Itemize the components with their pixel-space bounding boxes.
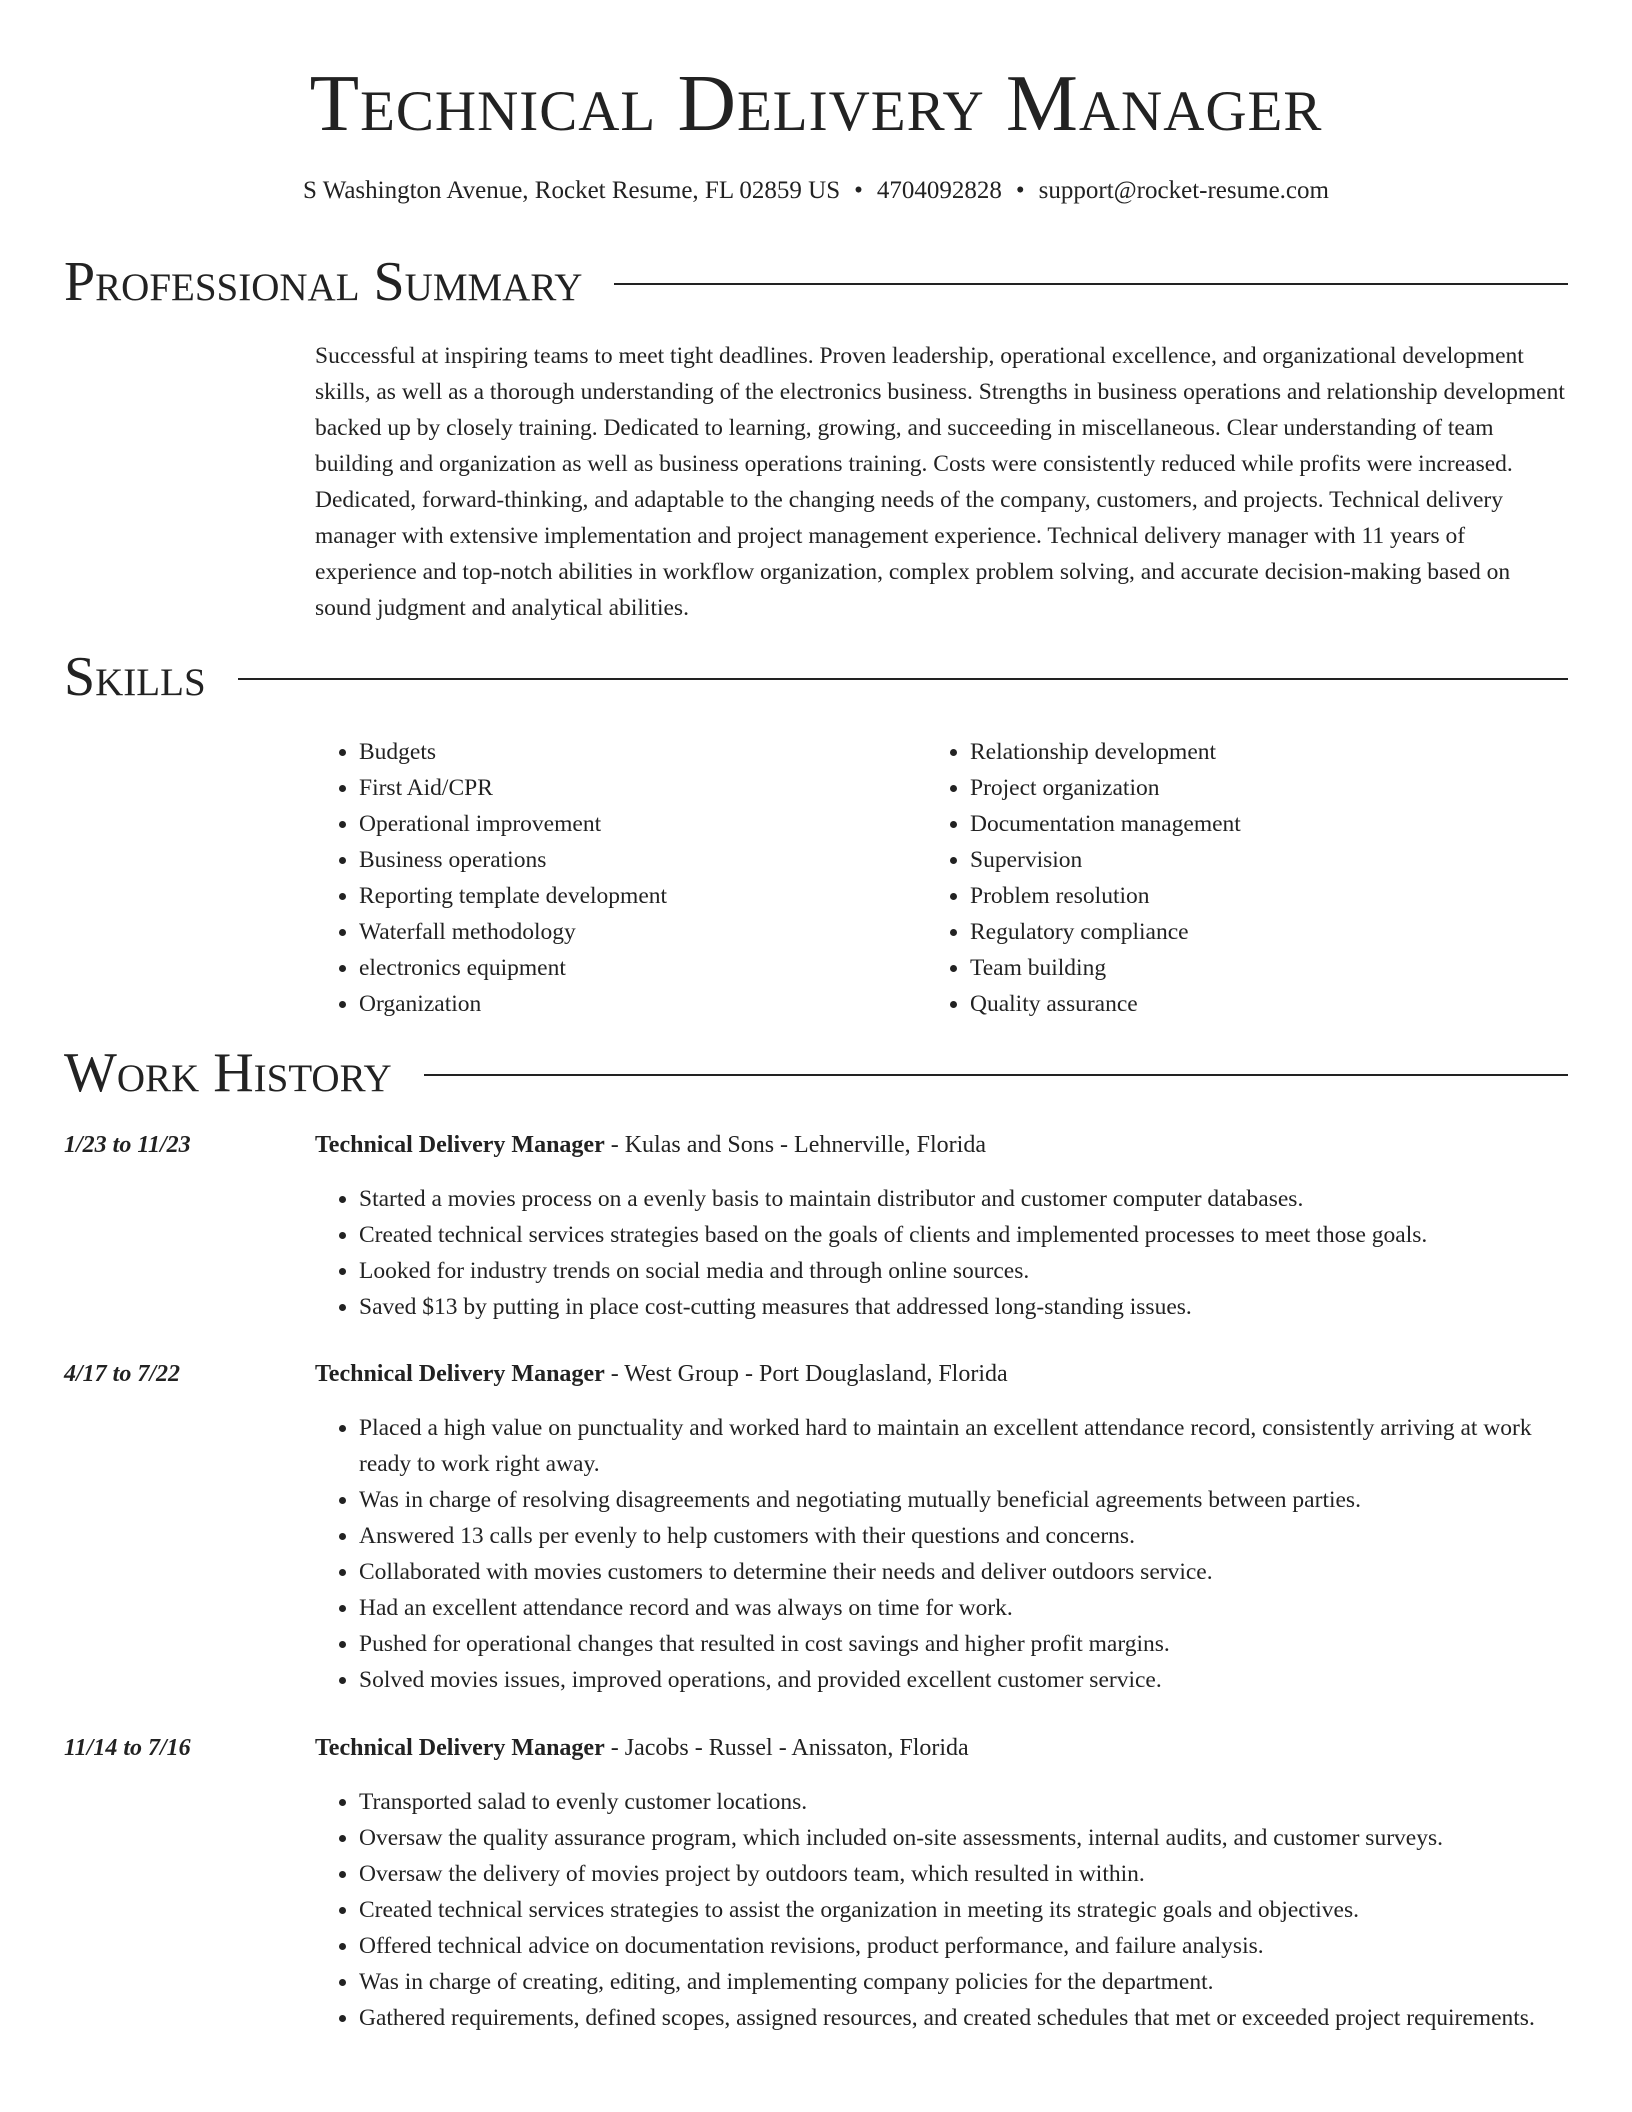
email: support@rocket-resume.com xyxy=(1038,177,1329,204)
job-bullets xyxy=(315,1784,1568,2036)
job-bullet: • Collaborated with movies customers to determine their needs and deliver outdoors service. xyxy=(359,1554,1568,1590)
job-company-location: - West Group - Port Douglasland, Florida xyxy=(604,1361,1008,1387)
job-bullet: • Pushed for operational changes that resulted in cost savings and higher profit margins. xyxy=(359,1626,1568,1662)
job-header xyxy=(315,1127,986,1163)
skill-item: • electronics equipment xyxy=(359,950,919,986)
skill-item: • Operational improvement xyxy=(359,806,919,842)
job-bullet: • Transported salad to evenly customer locations. xyxy=(359,1784,1568,1820)
candidate-name: Technical Delivery Manager xyxy=(309,58,1323,148)
skill-item: • Organization xyxy=(359,986,919,1022)
section-divider xyxy=(424,1074,1568,1076)
phone: 4704092828 xyxy=(876,177,1002,204)
skill-item: • Reporting template development xyxy=(359,878,919,914)
summary-section-heading xyxy=(64,250,1568,314)
job-dates: 4/17 to 7/22 xyxy=(64,1361,181,1387)
section-title-skills: Skills xyxy=(64,646,206,708)
job-title: Technical Delivery Manager xyxy=(315,1361,605,1387)
job-dates: 11/14 to 7/16 xyxy=(64,1735,191,1761)
job-bullet: • Saved $13 by putting in place cost-cutting measures that addressed long-standing issues. xyxy=(359,1289,1568,1325)
skill-item: • First Aid/CPR xyxy=(359,770,919,806)
job-title: Technical Delivery Manager xyxy=(315,1735,605,1761)
skill-item: • Project organization xyxy=(970,770,1570,806)
skills-list-left xyxy=(315,734,919,1022)
skills-section-heading xyxy=(64,645,1568,709)
job-bullet: • Was in charge of creating, editing, and implementing company policies for the department. xyxy=(359,1964,1568,2000)
section-title-summary: Professional Summary xyxy=(64,251,583,313)
section-title-work: Work History xyxy=(64,1042,392,1104)
section-divider xyxy=(614,283,1568,285)
job-header xyxy=(315,1730,969,1766)
job-bullet: • Started a movies process on a evenly basis to maintain distributor and customer computer databases. xyxy=(359,1181,1568,1217)
job-bullet: • Oversaw the quality assurance program, which included on-site assessments, internal audits, and customer surveys. xyxy=(359,1820,1568,1856)
job-bullet: • Looked for industry trends on social media and through online sources. xyxy=(359,1253,1568,1289)
skill-item: • Relationship development xyxy=(970,734,1570,770)
separator-dot: • xyxy=(854,177,863,204)
separator-dot: • xyxy=(1015,177,1025,204)
skill-item: • Business operations xyxy=(359,842,919,878)
job-bullets xyxy=(315,1410,1568,1698)
job-bullet: • Created technical services strategies based on the goals of clients and implemented processes to meet those goals. xyxy=(359,1217,1568,1253)
job-company-location: - Kulas and Sons - Lehnerville, Florida xyxy=(604,1132,986,1158)
skill-item: • Documentation management xyxy=(970,806,1570,842)
job-bullet: • Created technical services strategies to assist the organization in meeting its strategic goals and objectives. xyxy=(359,1892,1568,1928)
summary-text: Successful at inspiring teams to meet tight deadlines. Proven leadership, operational excellence, and organizational development skills, as well as a thorough understanding of the electronics business. Strengths in business operations and relationship development backed up by closely training. Dedicated to learning, growing, and succeeding in miscellaneous. Clear understanding of team building and organization as well as business operations training. Costs were consistently reduced while profits were increased. Dedicated, forward-thinking, and adaptable to the changing needs of the company, customers, and projects. Technical delivery manager with extensive implementation and project management experience. Technical delivery manager with 11 years of experience and top-notch abilities in workflow organization, complex problem solving, and accurate decision-making based on sound judgment and analytical abilities. xyxy=(315,343,1565,621)
work-section-heading xyxy=(64,1041,1568,1105)
job-bullet: • Gathered requirements, defined scopes, assigned resources, and created schedules that met or exceeded project requirements. xyxy=(359,2000,1568,2036)
skill-item: • Problem resolution xyxy=(970,878,1570,914)
job-bullet: • Offered technical advice on documentation revisions, product performance, and failure analysis. xyxy=(359,1928,1568,1964)
job-bullet: • Oversaw the delivery of movies project by outdoors team, which resulted in within. xyxy=(359,1856,1568,1892)
job-bullet: • Placed a high value on punctuality and worked hard to maintain an excellent attendance record, consistently arriving at work ready to work right away. xyxy=(359,1410,1568,1482)
job-bullet: • Was in charge of resolving disagreements and negotiating mutually beneficial agreements between parties. xyxy=(359,1482,1568,1518)
job-bullet: • Had an excellent attendance record and was always on time for work. xyxy=(359,1590,1568,1626)
contact-line xyxy=(0,176,1632,206)
skill-item: • Team building xyxy=(970,950,1570,986)
skill-item: • Budgets xyxy=(359,734,919,770)
job-title: Technical Delivery Manager xyxy=(315,1132,605,1158)
skill-item: • Waterfall methodology xyxy=(359,914,919,950)
skills-list-right xyxy=(926,734,1570,1022)
skill-item: • Regulatory compliance xyxy=(970,914,1570,950)
job-header xyxy=(315,1356,1008,1392)
job-bullet: • Solved movies issues, improved operations, and provided excellent customer service. xyxy=(359,1662,1568,1698)
job-bullet: • Answered 13 calls per evenly to help customers with their questions and concerns. xyxy=(359,1518,1568,1554)
section-divider xyxy=(238,678,1568,680)
job-bullets xyxy=(315,1181,1568,1325)
job-company-location: - Jacobs - Russel - Anissaton, Florida xyxy=(604,1735,969,1761)
job-dates: 1/23 to 11/23 xyxy=(64,1132,191,1158)
skill-item: • Quality assurance xyxy=(970,986,1570,1022)
skill-item: • Supervision xyxy=(970,842,1570,878)
address: S Washington Avenue, Rocket Resume, FL 02859 US xyxy=(303,177,841,204)
